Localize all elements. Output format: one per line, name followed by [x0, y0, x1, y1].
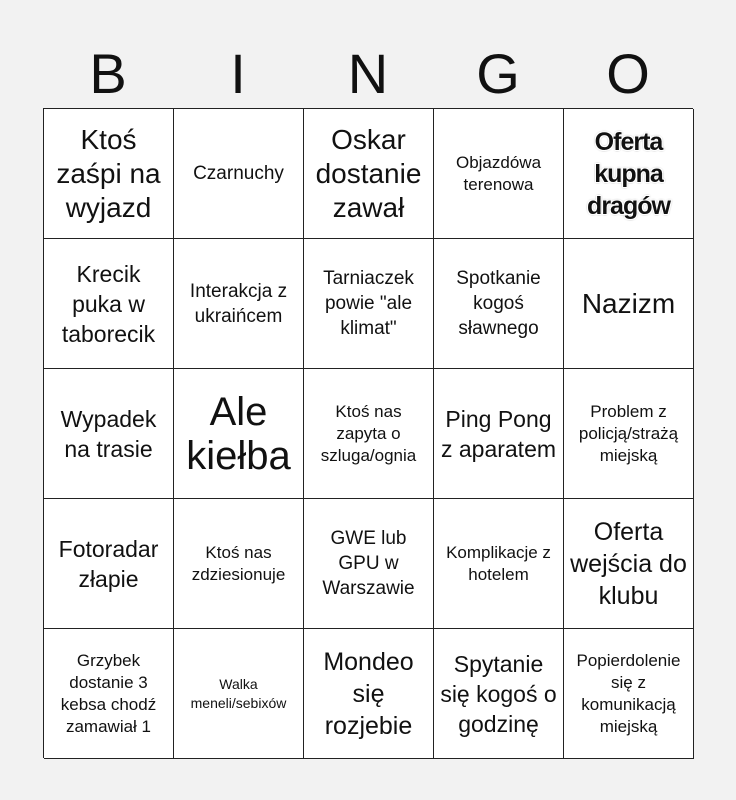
- bingo-cell-r2c5[interactable]: [564, 239, 694, 369]
- cell-text: Nazizm: [581, 287, 676, 319]
- bingo-cell-r1c4[interactable]: [434, 109, 564, 239]
- header-letter-n: N: [347, 42, 389, 105]
- cell-text: Walka meneli/sebixów: [190, 675, 287, 711]
- bingo-cell-r3c2[interactable]: [174, 369, 304, 499]
- bingo-cell-r4c5[interactable]: [564, 499, 694, 629]
- bingo-cell-r3c5[interactable]: [564, 369, 694, 499]
- header-letter-i: I: [230, 42, 246, 105]
- header-letter-g: G: [476, 42, 520, 105]
- cell-text: Interakcja z ukraińcem: [189, 280, 288, 327]
- bingo-board: [43, 108, 693, 758]
- bingo-cell-r2c1[interactable]: [44, 239, 174, 369]
- bingo-cell-r5c1[interactable]: [44, 629, 174, 759]
- cell-text: GWE lub GPU w Warszawie: [322, 528, 415, 599]
- bingo-cell-r5c4[interactable]: [434, 629, 564, 759]
- cell-text: Grzybek dostanie 3 kebsa chodź zamawiał 1: [60, 650, 157, 736]
- cell-text: Oskar dostanie zawał: [315, 123, 422, 223]
- cell-text: Objazdówa terenowa: [455, 152, 542, 194]
- cell-text: Ktoś zaśpi na wyjazd: [56, 123, 161, 223]
- cell-text: Fotoradar złapie: [58, 535, 159, 592]
- cell-text: Spytanie się kogoś o godzinę: [440, 650, 557, 737]
- bingo-cell-r2c4[interactable]: [434, 239, 564, 369]
- cell-text: Mondeo się rozjebie: [323, 647, 414, 740]
- bingo-cell-r2c2[interactable]: [174, 239, 304, 369]
- bingo-cell-r3c4[interactable]: [434, 369, 564, 499]
- bingo-cell-r4c2[interactable]: [174, 499, 304, 629]
- bingo-header: [43, 40, 693, 108]
- cell-text: Czarnuchy: [193, 163, 284, 184]
- cell-text: Popierdolenie się z komunikacją miejską: [576, 650, 681, 736]
- cell-text: Wypadek na trasie: [60, 405, 157, 462]
- bingo-cell-r1c1[interactable]: [44, 109, 174, 239]
- cell-text: Tarniaczek powie "ale klimat": [323, 268, 414, 339]
- cell-text: Spotkanie kogoś sławnego: [456, 268, 541, 339]
- cell-text: Problem z policją/strażą miejską: [578, 401, 679, 465]
- header-letter-b: B: [89, 42, 127, 105]
- cell-text: Komplikacje z hotelem: [446, 542, 551, 584]
- cell-text: Ktoś nas zdziesionuje: [191, 542, 286, 584]
- bingo-cell-r2c3[interactable]: [304, 239, 434, 369]
- cell-text: Ale kiełba: [186, 389, 291, 478]
- cell-text: Oferta wejścia do klubu: [570, 517, 687, 610]
- bingo-cell-r3c1[interactable]: [44, 369, 174, 499]
- bingo-cell-r5c3[interactable]: [304, 629, 434, 759]
- bingo-cell-r3c3[interactable]: [304, 369, 434, 499]
- cell-text: Ktoś nas zapyta o szluga/ognia: [320, 401, 417, 465]
- bingo-cell-r5c5[interactable]: [564, 629, 694, 759]
- cell-text: Krecik puka w taborecik: [61, 260, 156, 347]
- bingo-cell-r5c2[interactable]: [174, 629, 304, 759]
- cell-text: Oferta kupna dragów: [587, 127, 670, 220]
- bingo-cell-r4c1[interactable]: [44, 499, 174, 629]
- bingo-cell-r1c5[interactable]: [564, 109, 694, 239]
- cell-text: Ping Pong z aparatem: [440, 405, 557, 462]
- bingo-cell-r4c4[interactable]: [434, 499, 564, 629]
- bingo-cell-r1c3[interactable]: [304, 109, 434, 239]
- bingo-cell-r4c3[interactable]: [304, 499, 434, 629]
- header-letter-o: O: [606, 42, 650, 105]
- bingo-cell-r1c2[interactable]: [174, 109, 304, 239]
